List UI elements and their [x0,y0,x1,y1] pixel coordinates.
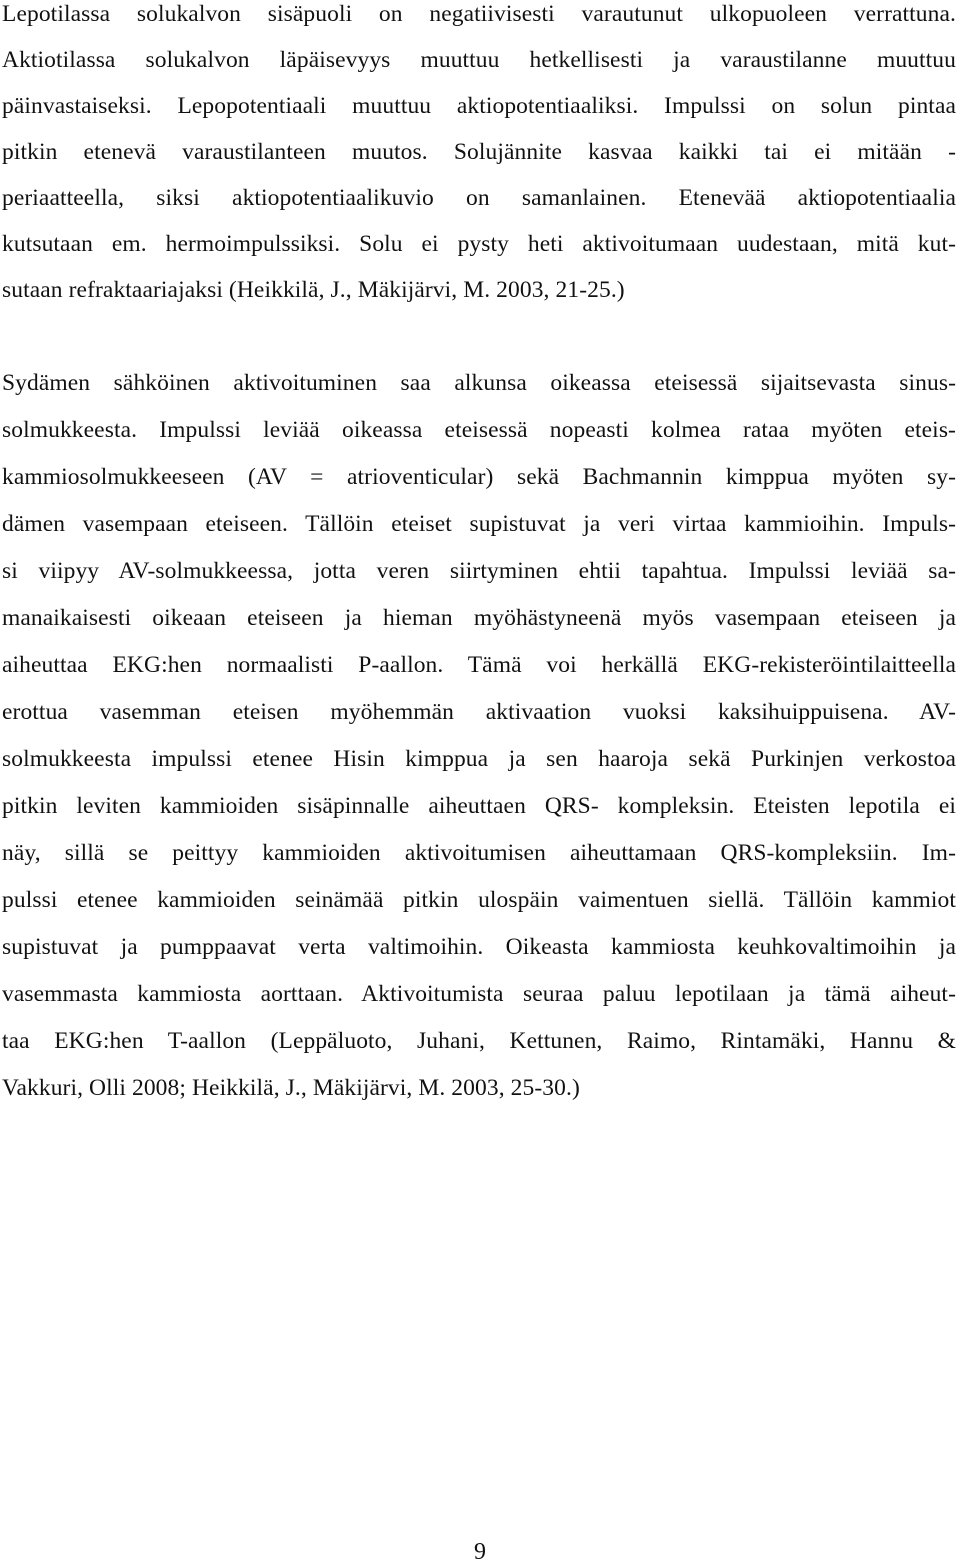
paragraph-line: erottua vasemman eteisen myöhemmän aktivaation vuoksi kaksihuippuisena. AV- [2,699,956,725]
paragraph-line: kutsutaan em. hermoimpulssiksi. Solu ei pysty heti aktivoitumaan uudestaan, mitä kut- [2,231,956,257]
paragraph-line: näy, sillä se peittyy kammioiden aktivoitumisen aiheuttamaan QRS-kompleksiin. Im- [2,840,956,866]
paragraph-line: manaikaisesti oikeaan eteiseen ja hieman myöhästyneenä myös vasempaan eteiseen ja [2,605,956,631]
paragraph-line: Vakkuri, Olli 2008; Heikkilä, J., Mäkijärvi, M. 2003, 25-30.) [2,1075,580,1101]
paragraph-line: solmukkeesta. Impulssi leviää oikeassa eteisessä nopeasti kolmea rataa myöten eteis- [2,417,956,443]
paragraph-line: taa EKG:hen T-aallon (Leppäluoto, Juhani, Kettunen, Raimo, Rintamäki, Hannu & [2,1028,956,1054]
paragraph-line: kammiosolmukkeeseen (AV = atrioventicular) sekä Bachmannin kimppua myöten sy- [2,464,956,490]
paragraph-line: vasemmasta kammiosta aorttaan. Aktivoitumista seuraa paluu lepotilaan ja tämä aiheut- [2,981,956,1007]
paragraph-line: si viipyy AV-solmukkeessa, jotta veren siirtyminen ehtii tapahtua. Impulssi leviää sa- [2,558,956,584]
page-number: 9 [474,1539,486,1565]
paragraph-line: pulssi etenee kammioiden seinämää pitkin ulospäin vaimentuen siellä. Tällöin kammiot [2,887,956,913]
paragraph-line: solmukkeesta impulssi etenee Hisin kimppua ja sen haaroja sekä Purkinjen verkostoa [2,746,956,772]
paragraph-line: Aktiotilassa solukalvon läpäisevyys muuttuu hetkellisesti ja varaustilanne muuttuu [2,47,956,73]
paragraph-line: Sydämen sähköinen aktivoituminen saa alkunsa oikeassa eteisessä sijaitsevasta sinus- [2,370,956,396]
paragraph-line: pitkin etenevä varaustilanteen muutos. Solujännite kasvaa kaikki tai ei mitään - [2,139,956,165]
paragraph-line: Lepotilassa solukalvon sisäpuoli on negatiivisesti varautunut ulkopuoleen verrattuna. [2,1,956,27]
paragraph-line: aiheuttaa EKG:hen normaalisti P-aallon. Tämä voi herkällä EKG-rekisteröintilaitteella [2,652,956,678]
paragraph-line: periaatteella, siksi aktiopotentiaalikuvio on samanlainen. Etenevää aktiopotentiaalia [2,185,956,211]
paragraph-line: sutaan refraktaariajaksi (Heikkilä, J., Mäkijärvi, M. 2003, 21-25.) [2,277,625,303]
paragraph-line: dämen vasempaan eteiseen. Tällöin eteiset supistuvat ja veri virtaa kammioihin. Impuls- [2,511,956,537]
paragraph-line: supistuvat ja pumppaavat verta valtimoihin. Oikeasta kammiosta keuhkovaltimoihin ja [2,934,956,960]
paragraph-line: päinvastaiseksi. Lepopotentiaali muuttuu aktiopotentiaaliksi. Impulssi on solun pintaa [2,93,956,119]
paragraph-line: pitkin leviten kammioiden sisäpinnalle aiheuttaen QRS- kompleksin. Eteisten lepotila ei [2,793,956,819]
